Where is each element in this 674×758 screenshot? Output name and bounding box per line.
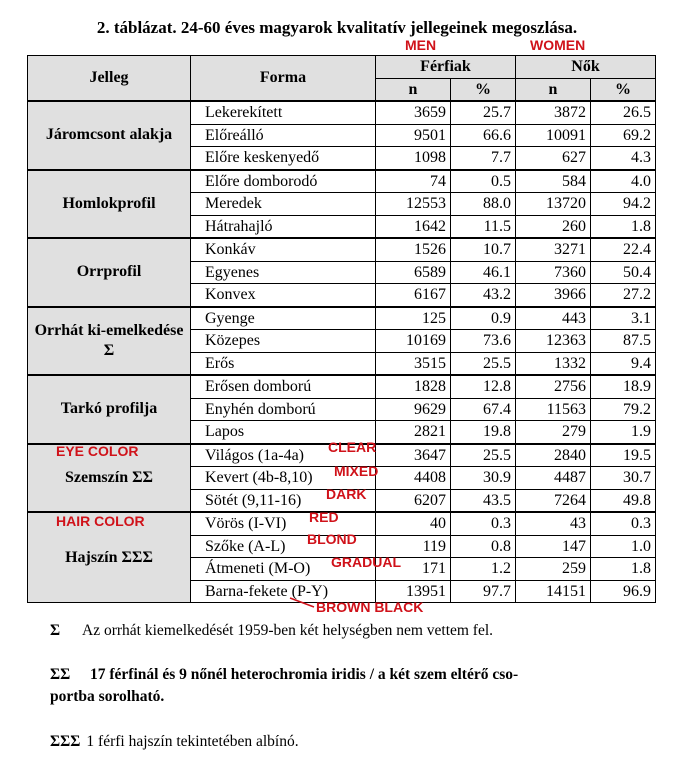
men-n-cell: 10169 (376, 330, 451, 353)
footnote-2-cont: portba sorolható. (50, 688, 165, 705)
table-row (28, 375, 656, 398)
men-pct-cell: 0.9 (451, 307, 516, 330)
women-n-cell: 3271 (516, 238, 591, 261)
women-pct-cell: 94.2 (591, 193, 656, 216)
men-n-cell: 40 (376, 512, 451, 535)
forma-cell: Barna-fekete (P-Y) (191, 580, 376, 603)
annotation-red: RED (309, 509, 339, 525)
annotation-gradual: GRADUAL (331, 554, 401, 570)
footnote-1: Σ Az orrhát kiemelkedését 1959-ben két helységben nem vettem fel. (50, 622, 494, 639)
forma-cell: Hátrahajló (191, 215, 376, 238)
women-pct-cell: 49.8 (591, 489, 656, 512)
men-n-cell: 9501 (376, 124, 451, 147)
women-pct-cell: 9.4 (591, 352, 656, 375)
men-n-cell: 6167 (376, 284, 451, 307)
men-n-cell: 3659 (376, 101, 451, 124)
forma-cell: Előreálló (191, 124, 376, 147)
men-n-cell: 74 (376, 170, 451, 193)
jelleg-cell: Hajszín ΣΣΣ (28, 512, 191, 603)
women-pct-cell: 1.9 (591, 421, 656, 444)
annotation-men: MEN (405, 37, 437, 53)
forma-cell: Közepes (191, 330, 376, 353)
women-pct-cell: 4.3 (591, 147, 656, 170)
forma-cell: Erősen domború (191, 375, 376, 398)
men-pct-cell: 7.7 (451, 147, 516, 170)
annotation-brown-black: BROWN BLACK (316, 599, 424, 615)
forma-cell: Előre domborodó (191, 170, 376, 193)
table-title: 2. táblázat. 24-60 éves magyarok kvalitatív jellegeinek megoszlása. (96, 18, 578, 37)
annotation-eye-color: EYE COLOR (56, 443, 139, 459)
men-pct-cell: 0.8 (451, 535, 516, 558)
men-pct-cell: 25.5 (451, 352, 516, 375)
women-pct-cell: 0.3 (591, 512, 656, 535)
men-pct-cell: 46.1 (451, 261, 516, 284)
women-pct-cell: 3.1 (591, 307, 656, 330)
women-n-cell: 7264 (516, 489, 591, 512)
women-pct-cell: 18.9 (591, 375, 656, 398)
women-n-cell: 260 (516, 215, 591, 238)
men-n-cell: 12553 (376, 193, 451, 216)
table-row (28, 238, 656, 261)
men-pct-cell: 73.6 (451, 330, 516, 353)
men-pct-cell: 88.0 (451, 193, 516, 216)
women-n-cell: 7360 (516, 261, 591, 284)
annotation-blond: BLOND (307, 531, 357, 547)
women-pct-cell: 1.8 (591, 558, 656, 581)
header-nok: Nők (516, 56, 656, 79)
women-pct-cell: 87.5 (591, 330, 656, 353)
jelleg-cell: Orrprofil (28, 238, 191, 307)
men-n-cell: 2821 (376, 421, 451, 444)
jelleg-cell: Tarkó profilja (28, 375, 191, 444)
header-pct: % (591, 78, 656, 101)
men-pct-cell: 1.2 (451, 558, 516, 581)
header-jelleg: Jelleg (28, 56, 191, 102)
men-pct-cell: 11.5 (451, 215, 516, 238)
men-pct-cell: 0.5 (451, 170, 516, 193)
men-pct-cell: 25.5 (451, 444, 516, 467)
women-n-cell: 3966 (516, 284, 591, 307)
forma-cell: Előre keskenyedő (191, 147, 376, 170)
men-n-cell: 1098 (376, 147, 451, 170)
men-n-cell: 1642 (376, 215, 451, 238)
men-n-cell: 1526 (376, 238, 451, 261)
women-pct-cell: 79.2 (591, 398, 656, 421)
forma-cell: Világos (1a-4a) (191, 444, 376, 467)
men-n-cell: 125 (376, 307, 451, 330)
men-pct-cell: 25.7 (451, 101, 516, 124)
women-pct-cell: 69.2 (591, 124, 656, 147)
men-n-cell: 4408 (376, 467, 451, 490)
men-pct-cell: 10.7 (451, 238, 516, 261)
forma-cell: Konvex (191, 284, 376, 307)
annotation-women: WOMEN (530, 37, 586, 53)
women-n-cell: 2756 (516, 375, 591, 398)
women-n-cell: 1332 (516, 352, 591, 375)
jelleg-cell: Orrhát ki-emelkedése Σ (28, 307, 191, 376)
forma-cell: Egyenes (191, 261, 376, 284)
forma-cell: Átmeneti (M-O) (191, 558, 376, 581)
forma-cell: Konkáv (191, 238, 376, 261)
header-n: n (516, 78, 591, 101)
men-pct-cell: 97.7 (451, 580, 516, 603)
women-n-cell: 279 (516, 421, 591, 444)
forma-cell: Meredek (191, 193, 376, 216)
men-pct-cell: 43.5 (451, 489, 516, 512)
annotation-clear: CLEAR (328, 439, 377, 455)
men-n-cell: 6589 (376, 261, 451, 284)
women-pct-cell: 4.0 (591, 170, 656, 193)
forma-cell: Szőke (A-L) (191, 535, 376, 558)
table-row (28, 170, 656, 193)
men-n-cell: 119 (376, 535, 451, 558)
women-pct-cell: 96.9 (591, 580, 656, 603)
women-n-cell: 443 (516, 307, 591, 330)
forma-cell: Erős (191, 352, 376, 375)
men-n-cell: 1828 (376, 375, 451, 398)
annotation-hair-color: HAIR COLOR (56, 513, 145, 529)
men-n-cell: 13951 (376, 580, 451, 603)
forma-cell: Lapos (191, 421, 376, 444)
forma-cell: Vörös (I-VI) (191, 512, 376, 535)
men-pct-cell: 12.8 (451, 375, 516, 398)
men-n-cell: 9629 (376, 398, 451, 421)
women-n-cell: 584 (516, 170, 591, 193)
women-n-cell: 12363 (516, 330, 591, 353)
header-forma: Forma (191, 56, 376, 102)
women-pct-cell: 22.4 (591, 238, 656, 261)
table-row (28, 101, 656, 124)
men-n-cell: 6207 (376, 489, 451, 512)
men-n-cell: 171 (376, 558, 451, 581)
forma-cell: Kevert (4b-8,10) (191, 467, 376, 490)
jelleg-cell: Szemszín ΣΣ (28, 444, 191, 513)
men-n-cell: 3515 (376, 352, 451, 375)
forma-cell: Gyenge (191, 307, 376, 330)
table-row (28, 307, 656, 330)
men-pct-cell: 67.4 (451, 398, 516, 421)
men-n-cell: 3647 (376, 444, 451, 467)
header-pct: % (451, 78, 516, 101)
footnote-2: ΣΣ 17 férfinál és 9 nőnél heterochromia iridis / a két szem eltérő cso- (50, 666, 519, 683)
women-n-cell: 2840 (516, 444, 591, 467)
women-pct-cell: 50.4 (591, 261, 656, 284)
annotation-mixed: MIXED (334, 463, 379, 479)
women-n-cell: 11563 (516, 398, 591, 421)
jelleg-cell: Járomcsont alakja (28, 101, 191, 170)
women-pct-cell: 27.2 (591, 284, 656, 307)
women-pct-cell: 1.8 (591, 215, 656, 238)
men-pct-cell: 19.8 (451, 421, 516, 444)
annotation-dark: DARK (326, 486, 367, 502)
women-n-cell: 147 (516, 535, 591, 558)
header-ferfiak: Férfiak (376, 56, 516, 79)
men-pct-cell: 30.9 (451, 467, 516, 490)
footnote-3: ΣΣΣ 1 férfi hajszín tekintetében albínó. (50, 733, 299, 750)
women-n-cell: 43 (516, 512, 591, 535)
forma-cell: Lekerekített (191, 101, 376, 124)
women-n-cell: 627 (516, 147, 591, 170)
women-n-cell: 13720 (516, 193, 591, 216)
pointer-line (288, 596, 318, 610)
men-pct-cell: 66.6 (451, 124, 516, 147)
forma-cell: Sötét (9,11-16) (191, 489, 376, 512)
women-n-cell: 259 (516, 558, 591, 581)
women-pct-cell: 1.0 (591, 535, 656, 558)
women-n-cell: 4487 (516, 467, 591, 490)
forma-cell: Enyhén domború (191, 398, 376, 421)
women-n-cell: 14151 (516, 580, 591, 603)
women-n-cell: 10091 (516, 124, 591, 147)
women-pct-cell: 30.7 (591, 467, 656, 490)
jelleg-cell: Homlokprofil (28, 170, 191, 239)
header-n: n (376, 78, 451, 101)
men-pct-cell: 0.3 (451, 512, 516, 535)
women-pct-cell: 26.5 (591, 101, 656, 124)
women-n-cell: 3872 (516, 101, 591, 124)
women-pct-cell: 19.5 (591, 444, 656, 467)
men-pct-cell: 43.2 (451, 284, 516, 307)
